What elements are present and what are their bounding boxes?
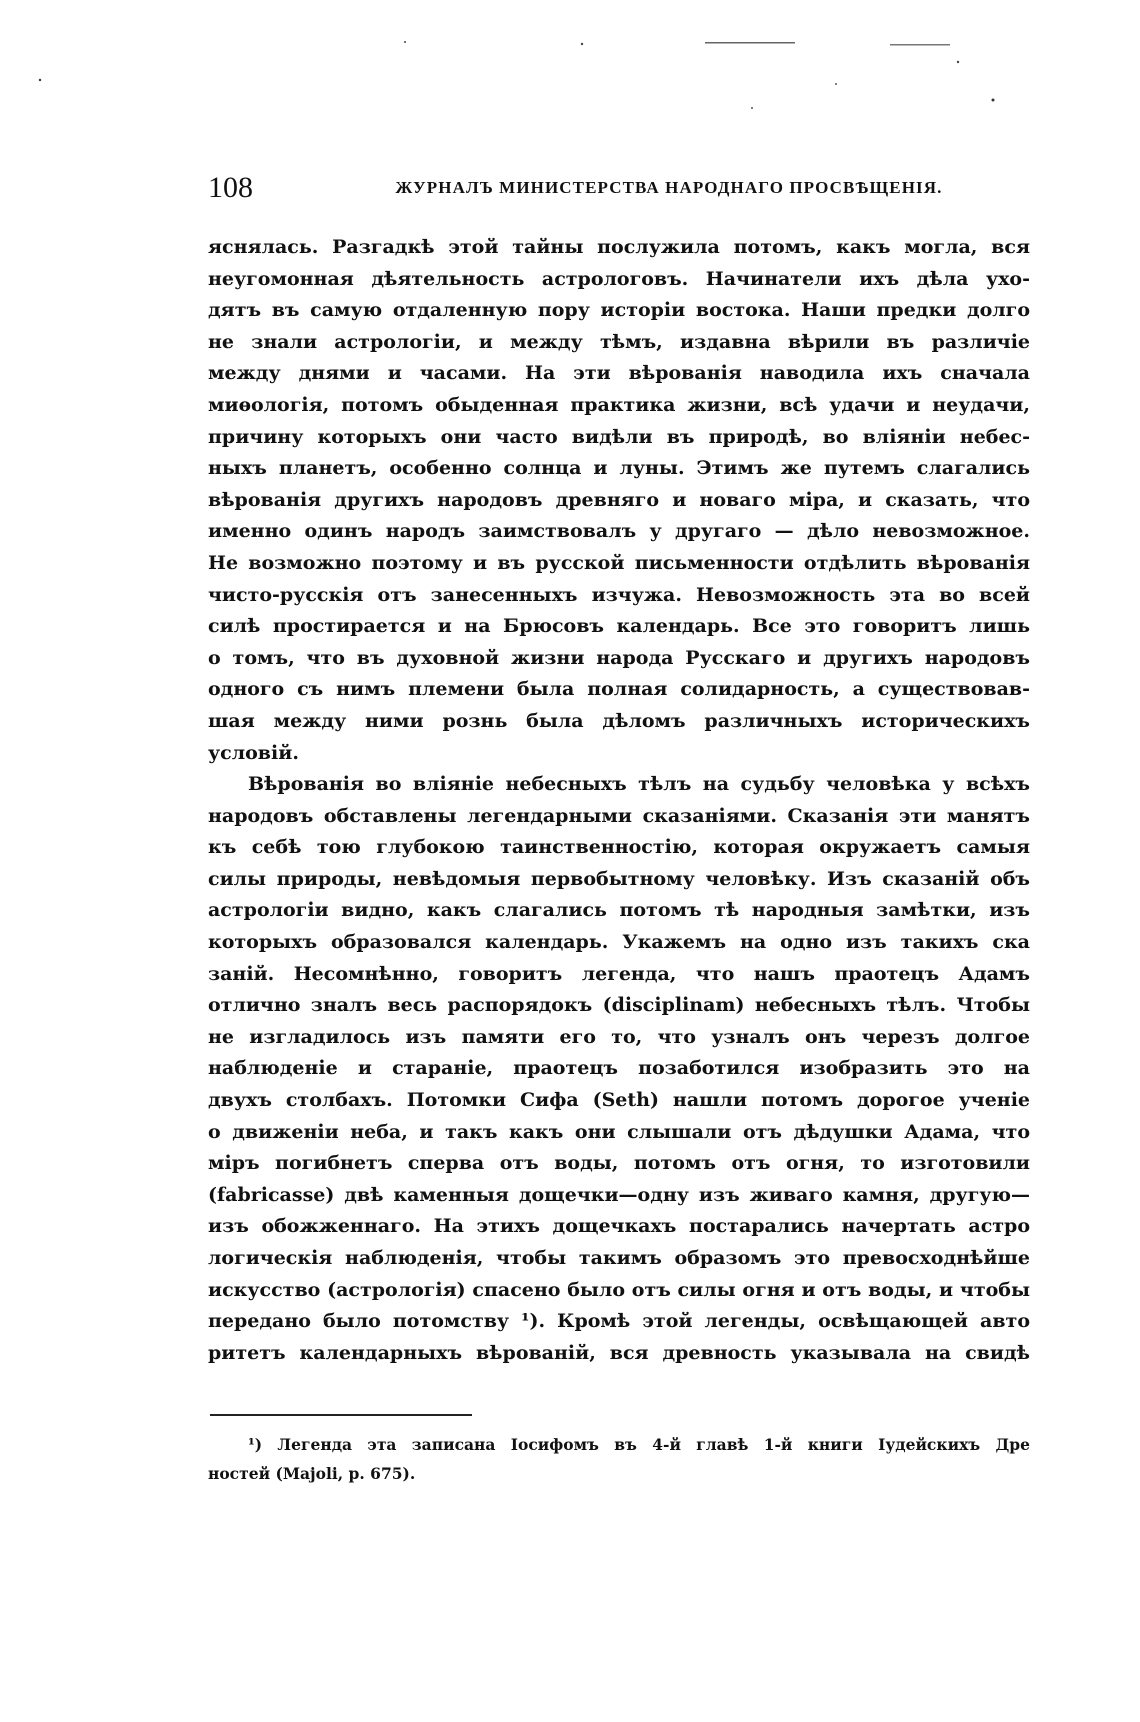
text-line: яснялась. Разгадкѣ этой тайны послужила потомъ, какъ могла, вся bbox=[208, 236, 1030, 258]
body-text bbox=[208, 232, 1030, 1369]
text-line: изъ обожженнаго. На этихъ дощечкахъ постарались начертать астро bbox=[208, 1215, 1030, 1238]
text-line: ныхъ планетъ, особенно солнца и луны. Этимъ же путемъ слагались bbox=[208, 457, 1030, 480]
text-line: силы природы, невѣдомыя первобытному человѣку. Изъ сказаній объ bbox=[208, 867, 1030, 890]
text-line: о движеніи неба, и такъ какъ они слышали отъ дѣдушки Адама, что bbox=[208, 1120, 1030, 1143]
text-line: одного съ нимъ племени была полная солидарность, а существовав- bbox=[208, 678, 1030, 701]
text-line: ритетъ календарныхъ вѣрованій, вся древность указывала на свидѣ bbox=[208, 1341, 1030, 1364]
text-line: силѣ простирается и на Брюсовъ календарь. Все это говоритъ лишь bbox=[208, 615, 1030, 638]
text-line: къ себѣ тою глубокою таинственностію, которая окружаетъ самыя bbox=[208, 836, 1030, 859]
text-line: шая между ними рознь была дѣломъ различныхъ историческихъ bbox=[208, 709, 1030, 732]
text-line: Не возможно поэтому и въ русской письменности отдѣлить вѣрованія bbox=[208, 551, 1030, 574]
text-line: логическія наблюденія, чтобы такимъ образомъ это превосходнѣйше bbox=[208, 1247, 1030, 1269]
text-line: между днями и часами. На эти вѣрованія наводила ихъ сначала bbox=[208, 362, 1030, 385]
text-line: отлично зналъ весь распорядокъ (disciplinam) небесныхъ тѣлъ. Чтобы bbox=[208, 994, 1030, 1017]
text-line: не знали астрологіи, и между тѣмъ, издавна вѣрили въ различіе bbox=[208, 330, 1030, 353]
text-line: міръ погибнетъ сперва отъ воды, потомъ отъ огня, то изготовили bbox=[208, 1152, 1030, 1175]
text-line: вѣрованія другихъ народовъ древняго и новаго міра, и сказать, что bbox=[208, 488, 1030, 511]
footnote-line: ностей (Majoli, p. 675). bbox=[208, 1464, 416, 1483]
running-title: ЖУРНАЛЪ МИНИСТЕРСТВА НАРОДНАГО ПРОСВѢЩЕНІЯ. bbox=[395, 178, 943, 197]
footnote-divider bbox=[210, 1414, 472, 1416]
footnotes bbox=[208, 1430, 1030, 1488]
text-line: миѳологія, потомъ обыденная практика жизни, всѣ удачи и неудачи, bbox=[208, 393, 1030, 416]
text-line: условій. bbox=[208, 741, 299, 764]
text-line: передано было потомству ¹). Кромѣ этой легенды, освѣщающей авто bbox=[208, 1310, 1030, 1333]
page-number: 108 bbox=[208, 171, 253, 204]
text-line: не изгладилось изъ памяти его то, что узналъ онъ черезъ долгое bbox=[208, 1025, 1030, 1048]
text-line: чисто-русскія отъ занесенныхъ изчужа. Невозможность эта во всей bbox=[208, 583, 1030, 606]
text-line: народовъ обставлены легендарными сказаніями. Сказанія эти манятъ bbox=[208, 804, 1030, 827]
text-line: дятъ въ самую отдаленную пору исторіи востока. Наши предки долго bbox=[208, 299, 1030, 322]
text-line: причину которыхъ они часто видѣли въ природѣ, во вліяніи небес- bbox=[208, 425, 1030, 448]
text-line: двухъ столбахъ. Потомки Сифа (Seth) нашли потомъ дорогое ученіе bbox=[208, 1089, 1030, 1112]
text-line: искусство (астрологія) спасено было отъ силы огня и отъ воды, и чтобы bbox=[208, 1278, 1030, 1301]
text-line: (fabricasse) двѣ каменныя дощечки—одну изъ живаго камня, другую— bbox=[208, 1183, 1030, 1206]
text-line: наблюденіе и стараніе, праотецъ позаботился изобразить это на bbox=[208, 1057, 1030, 1080]
text-line: которыхъ образовался календарь. Укажемъ на одно изъ такихъ ска bbox=[208, 931, 1030, 954]
scan-specks bbox=[0, 0, 1140, 140]
footnote-line: ¹) Легенда эта записана Іосифомъ въ 4-й главѣ 1-й книги Іудейскихъ Дре bbox=[248, 1435, 1030, 1454]
text-line: о томъ, что въ духовной жизни народа Русскаго и другихъ народовъ bbox=[208, 646, 1030, 669]
text-line: заній. Несомнѣнно, говоритъ легенда, что нашъ праотецъ Адамъ bbox=[208, 962, 1030, 985]
page-header bbox=[208, 168, 1038, 208]
text-line: Вѣрованія во вліяніе небесныхъ тѣлъ на судьбу человѣка у всѣхъ bbox=[248, 773, 1030, 796]
text-line: именно одинъ народъ заимствовалъ у другаго — дѣло невозможное. bbox=[208, 520, 1030, 543]
text-line: астрологіи видно, какъ слагались потомъ тѣ народныя замѣтки, изъ bbox=[208, 899, 1030, 922]
text-line: неугомонная дѣятельность астрологовъ. Начинатели ихъ дѣла ухо- bbox=[208, 267, 1030, 290]
